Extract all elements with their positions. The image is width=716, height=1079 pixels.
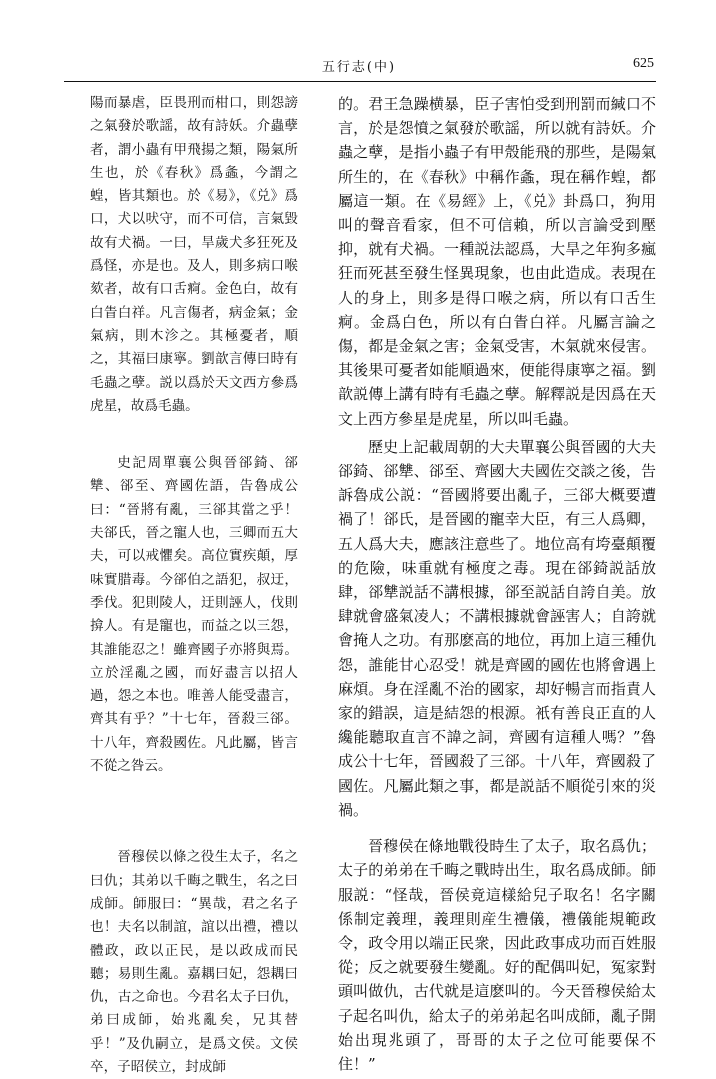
- page-number: 625: [633, 56, 654, 71]
- original-paragraph-1: 陽而暴虐，臣畏刑而柑口，則怨謗之氣發於歌謡，故有詩妖。介蟲孽者，謂小蟲有甲飛揚之類，陽氣所生也，於《春秋》爲螽，今謂之蝗，皆其類也。於《易》，《兑》爲口，犬以吠守，而不可信，言氣毀故有犬禍。一曰，旱歲犬多狂死及爲怪，亦是也。及人，則多病口喉欬者，故有口舌痾。金色白，故有白眚白祥。凡言傷者，病金氣；金氣病，則木沴之。其極憂者，順之，其福曰康寧。劉歆言傳曰時有毛蟲之孽。説以爲於天文西方參爲虎星，故爲毛蟲。: [90, 95, 298, 414]
- page-header: [64, 56, 654, 78]
- translation-column: [338, 92, 656, 1076]
- original-paragraph-3: 晉穆侯以條之役生太子，名之曰仇；其弟以千畮之戰生，名之曰成師。師服曰：“異哉，君之名子也！夫名以制誼，誼以出禮，禮以體政，政以正民，是以政成而民聽；易則生亂。嘉耦曰妃，怨耦曰仇，古之命也。今君名太子曰仇，弟曰成師，始兆亂矣，兄其替乎！”及仇嗣立，是爲文侯。文侯卒，子昭侯立，封成師: [90, 849, 298, 1075]
- translation-paragraph-2: 歷史上記載周朝的大夫單襄公與晉國的大夫郤錡、郤犨、郤至、齊國大夫國佐交談之後，告訴魯成公説：“晉國將要出亂子，三郤大概要遭禍了！郤氏，是晉國的寵幸大臣，有三人爲卿，五人爲大夫，應該注意些了。地位高有垮臺顛覆的危險，味重就有極度之毒。現在郤錡説話放肆，郤犨説話不講根據，郤至説話自誇自美。放肆就會盛氣凌人；不講根據就會誣害人；自誇就會掩人之功。有那麽高的地位，再加上這三種仇怨，誰能甘心忍受！就是齊國的國佐也將會遇上麻煩。身在淫亂不治的國家，却好暢言而指責人家的錯誤，這是結怨的根源。衹有善良正直的人纔能聽取直言不諱之詞，齊國有這種人嗎？”魯成公十七年，晉國殺了三郤。十八年，齊國殺了國佐。凡屬此類之事，都是説話不順從引來的災禍。: [338, 437, 656, 819]
- original-text-column: [90, 92, 298, 1079]
- chapter-title: 五行志(中): [321, 60, 397, 75]
- translation-paragraph-3: 晉穆侯在條地戰役時生了太子，取名爲仇；太子的弟弟在千畮之戰時出生，取名爲成師。師服説：“怪哉，晉侯竟這樣給兒子取名！名字關係制定義理，義理則産生禮儀，禮儀能規範政令，政令用以端正民衆，因此政事成功而百姓服從；反之就要發生變亂。好的配偶叫妃，冤家對頭叫做仇，古代就是這麽叫的。今天晉穆侯給太子起名叫仇，給太子的弟弟起名叫成師，亂子開始出現兆頭了，哥哥的太子之位可能要保不住！”: [338, 837, 656, 1073]
- original-paragraph-2: 史記周單襄公與晉郤錡、郤犨、郤至、齊國佐語，告魯成公曰：“晉將有亂，三郤其當之乎！夫郤氏，晉之寵人也，三卿而五大夫，可以戒懼矣。高位實疾顛，厚味實腊毒。今郤伯之語犯，叔迂，季伐。犯則陵人，迂則誣人，伐則揜人。有是寵也，而益之以三怨，其誰能忍之！雖齊國子亦將與焉。立於淫亂之國，而好盡言以招人過，怨之本也。唯善人能受盡言，齊其有乎？”十七年，晉殺三郤。十八年，齊殺國佐。凡此屬，皆言不從之咎云。: [90, 455, 298, 775]
- header-rule: [64, 81, 656, 82]
- translation-paragraph-1: 的。君王急躁横暴，臣子害怕受到刑罰而緘口不言，於是怨憤之氣發於歌謡，所以就有詩妖。介蟲之孽，是指小蟲子有甲殼能飛的那些，是陽氣所生的，在《春秋》中稱作螽，現在稱作蝗，都屬這一類。在《易經》上，《兑》卦爲口，狗用叫的聲音看家，但不可信賴，所以言論受到壓抑，就有犬禍。一種説法認爲，大旱之年狗多瘋狂而死甚至發生怪異現象，也由此造成。表現在人的身上，則多是得口喉之病，所以有口舌生痾。金爲白色，所以有白眚白祥。凡屬言論之傷，都是金氣之害；金氣受害，木氣就來侵害。其後果可憂者如能順過來，便能得康寧之福。劉歆説傳上講有時有毛蟲之孽。解釋説是因爲在天文上西方參星是虎星，所以叫毛蟲。: [338, 95, 656, 428]
